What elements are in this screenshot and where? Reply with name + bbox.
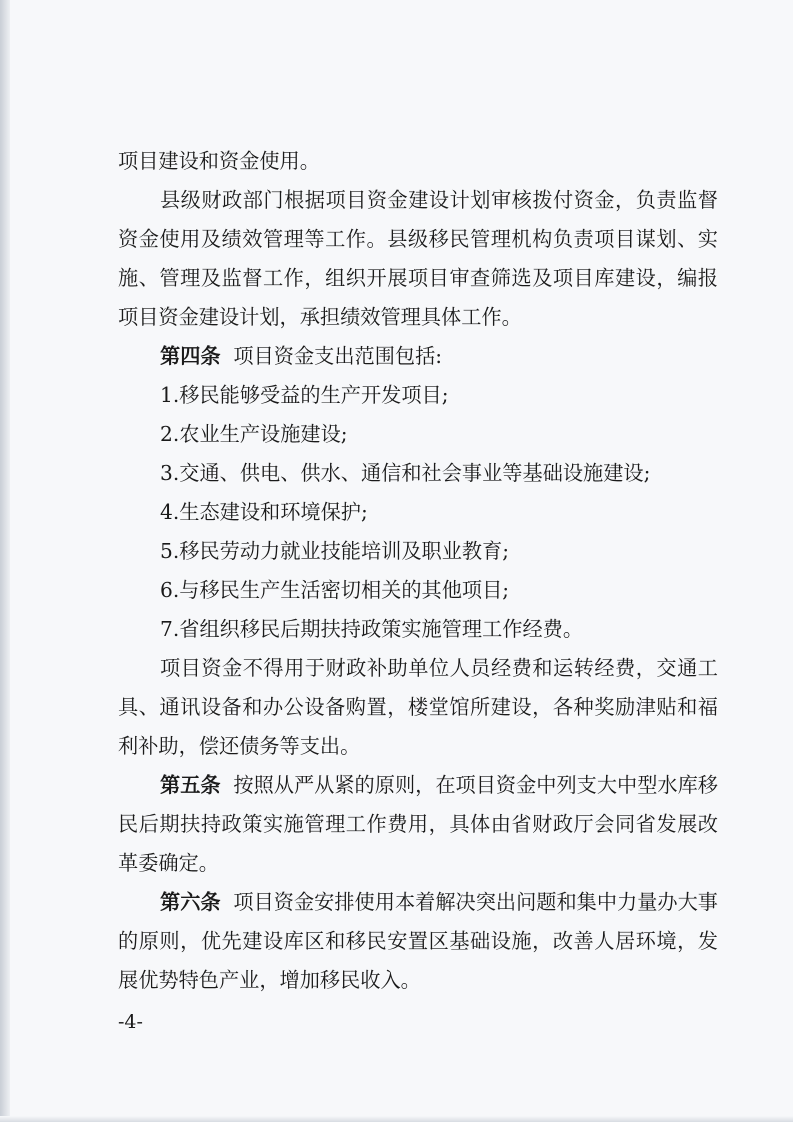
scan-edge-left xyxy=(0,0,10,1122)
list-item xyxy=(118,415,718,454)
list-item-text: 4.生态建设和环境保护; xyxy=(160,500,368,524)
article-four xyxy=(118,337,718,376)
list-item xyxy=(118,454,718,493)
article-text: 按照从严从紧的原则，在项目资金中列支大中型水库移民后期扶持政策实施管理工作费用，具体由省财政厅会同省发展改革委确定。 xyxy=(118,773,718,875)
article-heading: 第四条 xyxy=(160,344,221,368)
list-item xyxy=(118,376,718,415)
article-heading: 第六条 xyxy=(160,890,221,914)
page-number: -4- xyxy=(118,1011,143,1033)
scan-edge-bottom xyxy=(0,1116,793,1122)
article-five xyxy=(118,766,718,883)
paragraph-text: 项目建设和资金使用。 xyxy=(118,149,320,173)
article-text: 项目资金安排使用本着解决突出问题和集中力量办大事的原则，优先建设库区和移民安置区基础设施，改善人居环境，发展优势特色产业，增加移民收入。 xyxy=(118,890,718,992)
article-six xyxy=(118,883,718,1000)
paragraph-county-duties xyxy=(118,181,718,337)
list-item-text: 3.交通、供电、供水、通信和社会事业等基础设施建设; xyxy=(160,461,651,485)
paragraph-text: 项目资金不得用于财政补助单位人员经费和运转经费，交通工具、通讯设备和办公设备购置，楼堂馆所建设，各种奖励津贴和福利补助，偿还债务等支出。 xyxy=(118,656,718,758)
list-item xyxy=(118,493,718,532)
list-item-text: 2.农业生产设施建设; xyxy=(160,422,348,446)
list-item xyxy=(118,571,718,610)
list-item-text: 7.省组织移民后期扶持政策实施管理工作经费。 xyxy=(160,617,584,641)
list-item xyxy=(118,532,718,571)
list-item-text: 1.移民能够受益的生产开发项目; xyxy=(160,383,449,407)
list-item-text: 5.移民劳动力就业技能培训及职业教育; xyxy=(160,539,510,563)
paragraph-continuation xyxy=(118,142,718,181)
document-body xyxy=(118,142,718,1000)
article-text: 项目资金支出范围包括: xyxy=(220,344,443,368)
list-item xyxy=(118,610,718,649)
paragraph-prohibited-uses xyxy=(118,649,718,766)
article-heading: 第五条 xyxy=(160,773,221,797)
paragraph-text: 县级财政部门根据项目资金建设计划审核拨付资金，负责监督资金使用及绩效管理等工作。县级移民管理机构负责项目谋划、实施、管理及监督工作，组织开展项目审查筛选及项目库建设，编报项目资金建设计划，承担绩效管理具体工作。 xyxy=(118,188,718,329)
list-item-text: 6.与移民生产生活密切相关的其他项目; xyxy=(160,578,510,602)
